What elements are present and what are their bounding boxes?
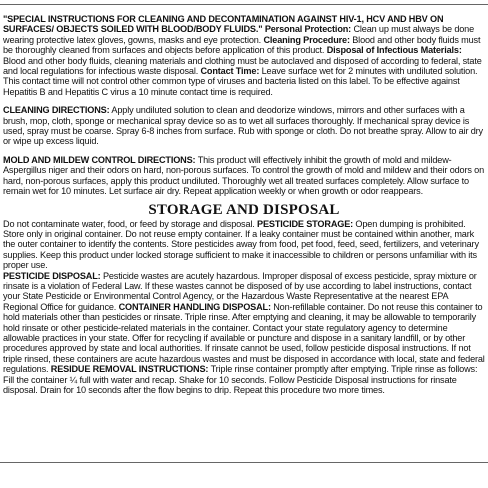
cleaning-directions-paragraph	[3, 105, 485, 147]
pesticide-storage-text: Open dumping is prohibited. Store only in original container. Do not reuse empty container. If a leaky container must be contained within another, mark the outer container to identify the contents. Store pesticides away from food, pet food, feed, seed, fertilizers, and veterinary supplies. Keep this product under locked storage sufficient to make it inaccessible to children or persons unfamiliar with its proper use.	[3, 218, 479, 271]
cleaning-directions-label: CLEANING DIRECTIONS:	[3, 105, 110, 116]
contact-time-label: Contact Time:	[200, 66, 260, 77]
mold-directions-label: MOLD AND MILDEW CONTROL DIRECTIONS:	[3, 154, 196, 165]
infectious-disposal-text: Blood and other body fluids, cleaning materials and clothing must be autoclaved and disposed of according to federal, state and local regulations for infectious waste disposal.	[3, 55, 482, 77]
cleaning-procedure-text: Blood and other body fluids must be thoroughly cleaned from surfaces and objects before application of this product.	[3, 34, 481, 56]
top-rule	[0, 4, 488, 5]
mold-directions-text: This product will effectively inhibit the growth of mold and mildew-Aspergillus niger and their odors on hard, non-porous surfaces. To control the growth of mold and mildew and their odors on hard, non-porous surfaces, apply this product undiluted. Thoroughly wet all treated surfaces completely. Allow surface to remain wet for 10 minutes. Let surface air dry. Repeat application weekly or when growth or odor reappears.	[3, 154, 485, 197]
infectious-disposal-label: Disposal of Infectious Materials:	[326, 45, 462, 56]
residue-removal-text: Triple rinse container promptly after emptying. Triple rinse as follows: Fill the container ¼ full with water and recap. Shake for 10 seconds. Follow Pesticide Disposal instructions for rinsate disposal. Drain for 10 seconds after the flow begins to drip. Repeat this procedure two more times.	[3, 364, 478, 395]
contact-time-text: Leave surface wet for 2 minutes with undiluted solution. This contact time will not control other common type of viruses and bacteria listed on this label. To be effective against Hepatitis B and Hepatitis C virus a 10 minute contact time is required.	[3, 66, 478, 97]
mold-directions-paragraph	[3, 155, 485, 197]
special-instructions-paragraph	[3, 14, 485, 97]
pesticide-disposal-label: PESTICIDE DISPOSAL:	[3, 270, 101, 281]
storage-disposal-paragraph	[3, 219, 485, 396]
pesticide-disposal-text: Pesticide wastes are acutely hazardous. Improper disposal of excess pesticide, spray mixture or rinsate is a violation of Federal Law. If these wastes cannot be disposed of by use according to label instructions, contact your State Pesticide or Environmental Control Agency, or the Hazardous Waste Representative at the nearest EPA Regional Office for guidance.	[3, 270, 477, 312]
bottom-rule	[0, 462, 488, 463]
special-instructions-heading: "SPECIAL INSTRUCTIONS FOR CLEANING AND DECONTAMINATION AGAINST HIV-1, HCV AND HBV ON SURFACES/ OBJECTS SOILED WITH BLOOD/BODY FLUIDS."	[3, 14, 444, 35]
container-handling-text: Non-refillable container. Do not reuse this container to hold materials other than pesticides or rinsate. Triple rinse. After emptying and cleaning, it may be allowable to temporarily hold rinsate or other pesticide-related materials in the container. Contact your state regulatory agency to determine allowable practices in your state. Offer for recycling if available or puncture and dispose in a sanitary landfill, or by other procedures approved by state and local authorities. If rinsate cannot be used, follow pesticide disposal instructions. If not triple rinsed, these containers are acute hazardous wastes and must be disposed in accordance with local, state and federal regulations.	[3, 301, 485, 375]
cleaning-directions-text: Apply undiluted solution to clean and deodorize windows, mirrors and other surfaces with a brush, mop, cloth, sponge or mechanical spray device so as to wet all surfaces thoroughly. If mechanical spray device is used, spray must be coarse. Spray 6-8 inches from surface. Rub with sponge or cloth. Do not breathe spray. Allow to air dry or wipe up excess liquid.	[3, 105, 483, 147]
storage-intro-text: Do not contaminate water, food, or feed by storage and disposal.	[3, 218, 255, 229]
residue-removal-label: RESIDUE REMOVAL INSTRUCTIONS:	[50, 364, 209, 375]
personal-protection-text: Clean up must always be done wearing protective latex gloves, gowns, masks and eye protection.	[3, 24, 475, 45]
container-handling-label: CONTAINER HANDLING DISPOSAL:	[118, 301, 271, 312]
pesticide-storage-label: PESTICIDE STORAGE:	[257, 218, 354, 229]
cleaning-procedure-label: Cleaning Procedure:	[263, 34, 350, 45]
storage-disposal-title: STORAGE AND DISPOSAL	[148, 201, 340, 218]
personal-protection-label: Personal Protection:	[264, 24, 352, 35]
